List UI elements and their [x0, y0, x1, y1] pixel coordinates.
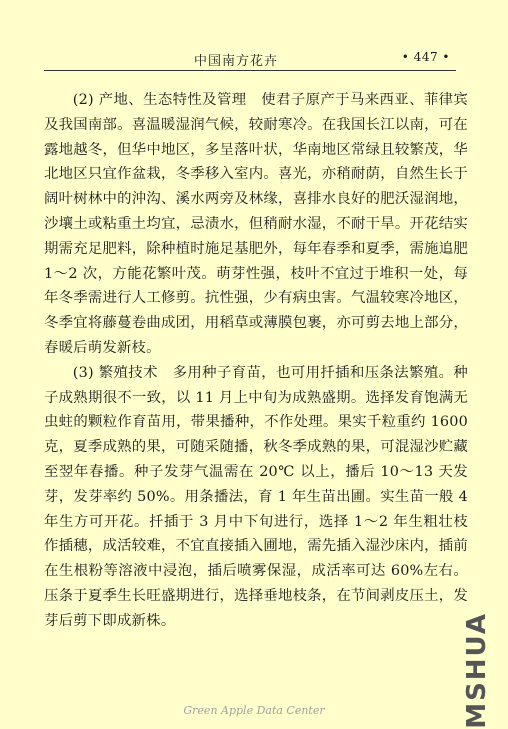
paragraph-habitat-management: (2) 产地、生态特性及管理 使君子原产于马来西亚、菲律宾及我国南部。喜温暖湿润气候，较耐寒冷。在我国长江以南，可在露地越冬，但华中地区，多呈落叶状，华南地区常绿且较繁茂，华北地区只宜作盆栽，冬季移入室内。喜光，亦稍耐荫，自然生长于阔叶树林中的沖沟、溪水两旁及林缘，喜排水良好的肥沃湿润地，沙壤土或粘重土均宜，忌渍水，但稍耐水湿，不耐干旱。开花结实期需充足肥料，除种植时施足基肥外，每年春季和夏季，需施追肥 1～2 次，方能花繁叶茂。萌芽性强，枝叶不宜过于堆积一处，每年冬季需进行人工修剪。抗性强，少有病虫害。气温较寒冷地区，冬季宜将藤蔓卷曲成团，用稻草或薄膜包裹，亦可剪去地上部分，春暖后萌发新枝。 [44, 92, 468, 356]
page-header [44, 48, 456, 71]
header-title: 中国南方花卉 [194, 54, 279, 69]
side-watermark: MSHUA [462, 612, 492, 729]
paragraph-propagation: (3) 繁殖技术 多用种子育苗，也可用扦插和压条法繁殖。种子成熟期很不一致，以 11 月上中旬为成熟盛期。选择发育饱满无虫蛀的颗粒作育苗用，带果播种，不作处理。果实千粒重约 1600 克，夏季成熟的果，可随采随播，秋冬季成熟的果，可混湿沙贮藏至翌年春播。种子发芽气温需在 20℃ 以上，播后 10～13 天发芽，发芽率约 50%。用条播法，育 1 年生苗出圃。实生苗一般 4 年生方可开花。扦插于 3 月中下旬进行，选择 1～2 年生粗壮枝作插穗，成活较难，不宜直接插入圃地，需先插入湿沙床内，插前在生根粉等溶液中浸泡，插后喷雾保湿，成活率可达 60%左右。压条于夏季生长旺盛期进行，选择垂地枝条，在节间剥皮压土，发芽后剪下即成新株。 [44, 364, 468, 629]
page-number: • 447 • [401, 50, 450, 64]
footer-watermark: Green Apple Data Center [183, 704, 325, 717]
body-text [44, 88, 468, 634]
